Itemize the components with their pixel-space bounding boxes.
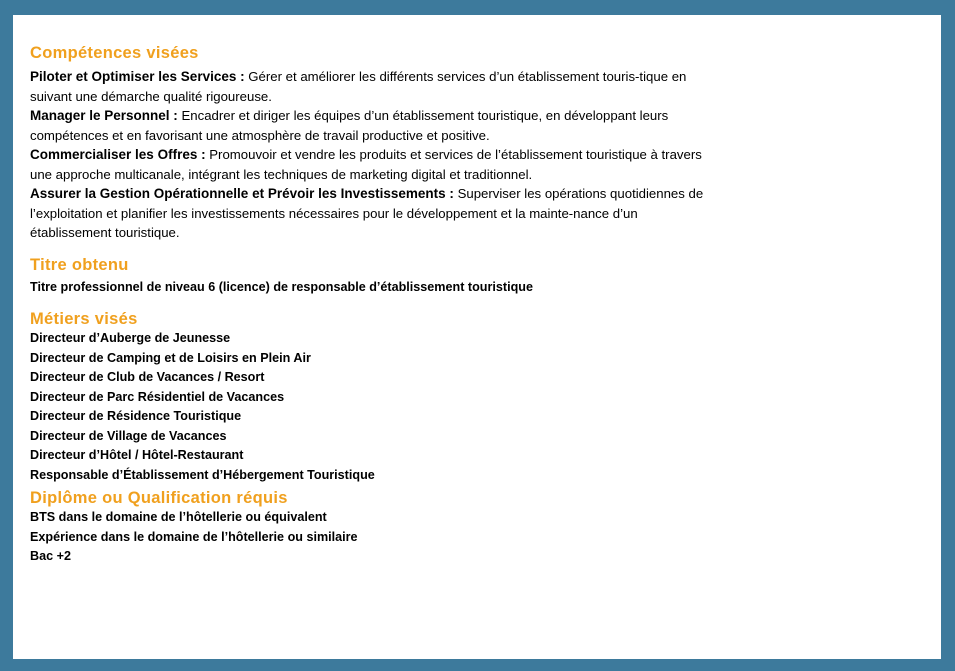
metier-item: Directeur d’Hôtel / Hôtel-Restaurant — [30, 448, 244, 462]
competence-lead: Commercialiser les Offres : — [30, 147, 206, 162]
diplome-item: Bac +2 — [30, 549, 71, 563]
competence-lead: Manager le Personnel : — [30, 108, 178, 123]
competence-text: Gérer et améliorer les différents services d’un établissement touris-tique en suivant une démarche qualité rigoureuse. — [30, 69, 687, 104]
diplome-item: BTS dans le domaine de l’hôtellerie ou équivalent — [30, 510, 327, 524]
metiers-list — [30, 329, 924, 485]
competence-item — [30, 67, 720, 106]
metier-item: Directeur d’Auberge de Jeunesse — [30, 331, 231, 345]
competence-item — [30, 184, 720, 243]
diplome-item: Expérience dans le domaine de l’hôtellerie ou similaire — [30, 529, 358, 544]
competence-item — [30, 145, 720, 184]
metier-item: Directeur de Village de Vacances — [30, 428, 227, 443]
titre-text: Titre professionnel de niveau 6 (licence) de responsable d’établissement touristique — [30, 279, 533, 294]
metiers-heading: Métiers visés — [30, 310, 138, 328]
competence-item — [30, 106, 720, 145]
competence-lead: Assurer la Gestion Opérationnelle et Prévoir les Investissements : — [30, 186, 454, 201]
competence-text: Superviser les opérations quotidiennes de l’exploitation et planifier les investissements nécessaires pour le développement et la mainte-nance d’un établissement touristique. — [30, 186, 704, 240]
metier-item: Directeur de Parc Résidentiel de Vacances — [30, 389, 285, 404]
competence-lead: Piloter et Optimiser les Services : — [30, 69, 245, 84]
diplome-heading: Diplôme ou Qualification réquis — [30, 489, 288, 507]
competence-text: Encadrer et diriger les équipes d’un établissement touristique, en développant leurs compétences et en favorisant une atmosphère de travail productive et positive. — [30, 108, 669, 143]
metier-item: Directeur de Camping et de Loisirs en Plein Air — [30, 350, 311, 365]
titre-heading: Titre obtenu — [30, 255, 129, 274]
titre-block — [30, 278, 924, 298]
competence-text: Promouvoir et vendre les produits et services de l’établissement touristique à travers une approche multicanale, intégrant les techniques de marketing digital et traditionnel. — [30, 147, 702, 182]
metier-item: Responsable d’Établissement d’Hébergement Touristique — [30, 467, 375, 482]
content-panel — [13, 15, 941, 659]
competences-list — [30, 67, 924, 243]
competences-heading: Compétences visées — [30, 44, 199, 62]
diplome-list — [30, 508, 924, 567]
metier-item: Directeur de Résidence Touristique — [30, 409, 242, 423]
metier-item: Directeur de Club de Vacances / Resort — [30, 370, 265, 384]
